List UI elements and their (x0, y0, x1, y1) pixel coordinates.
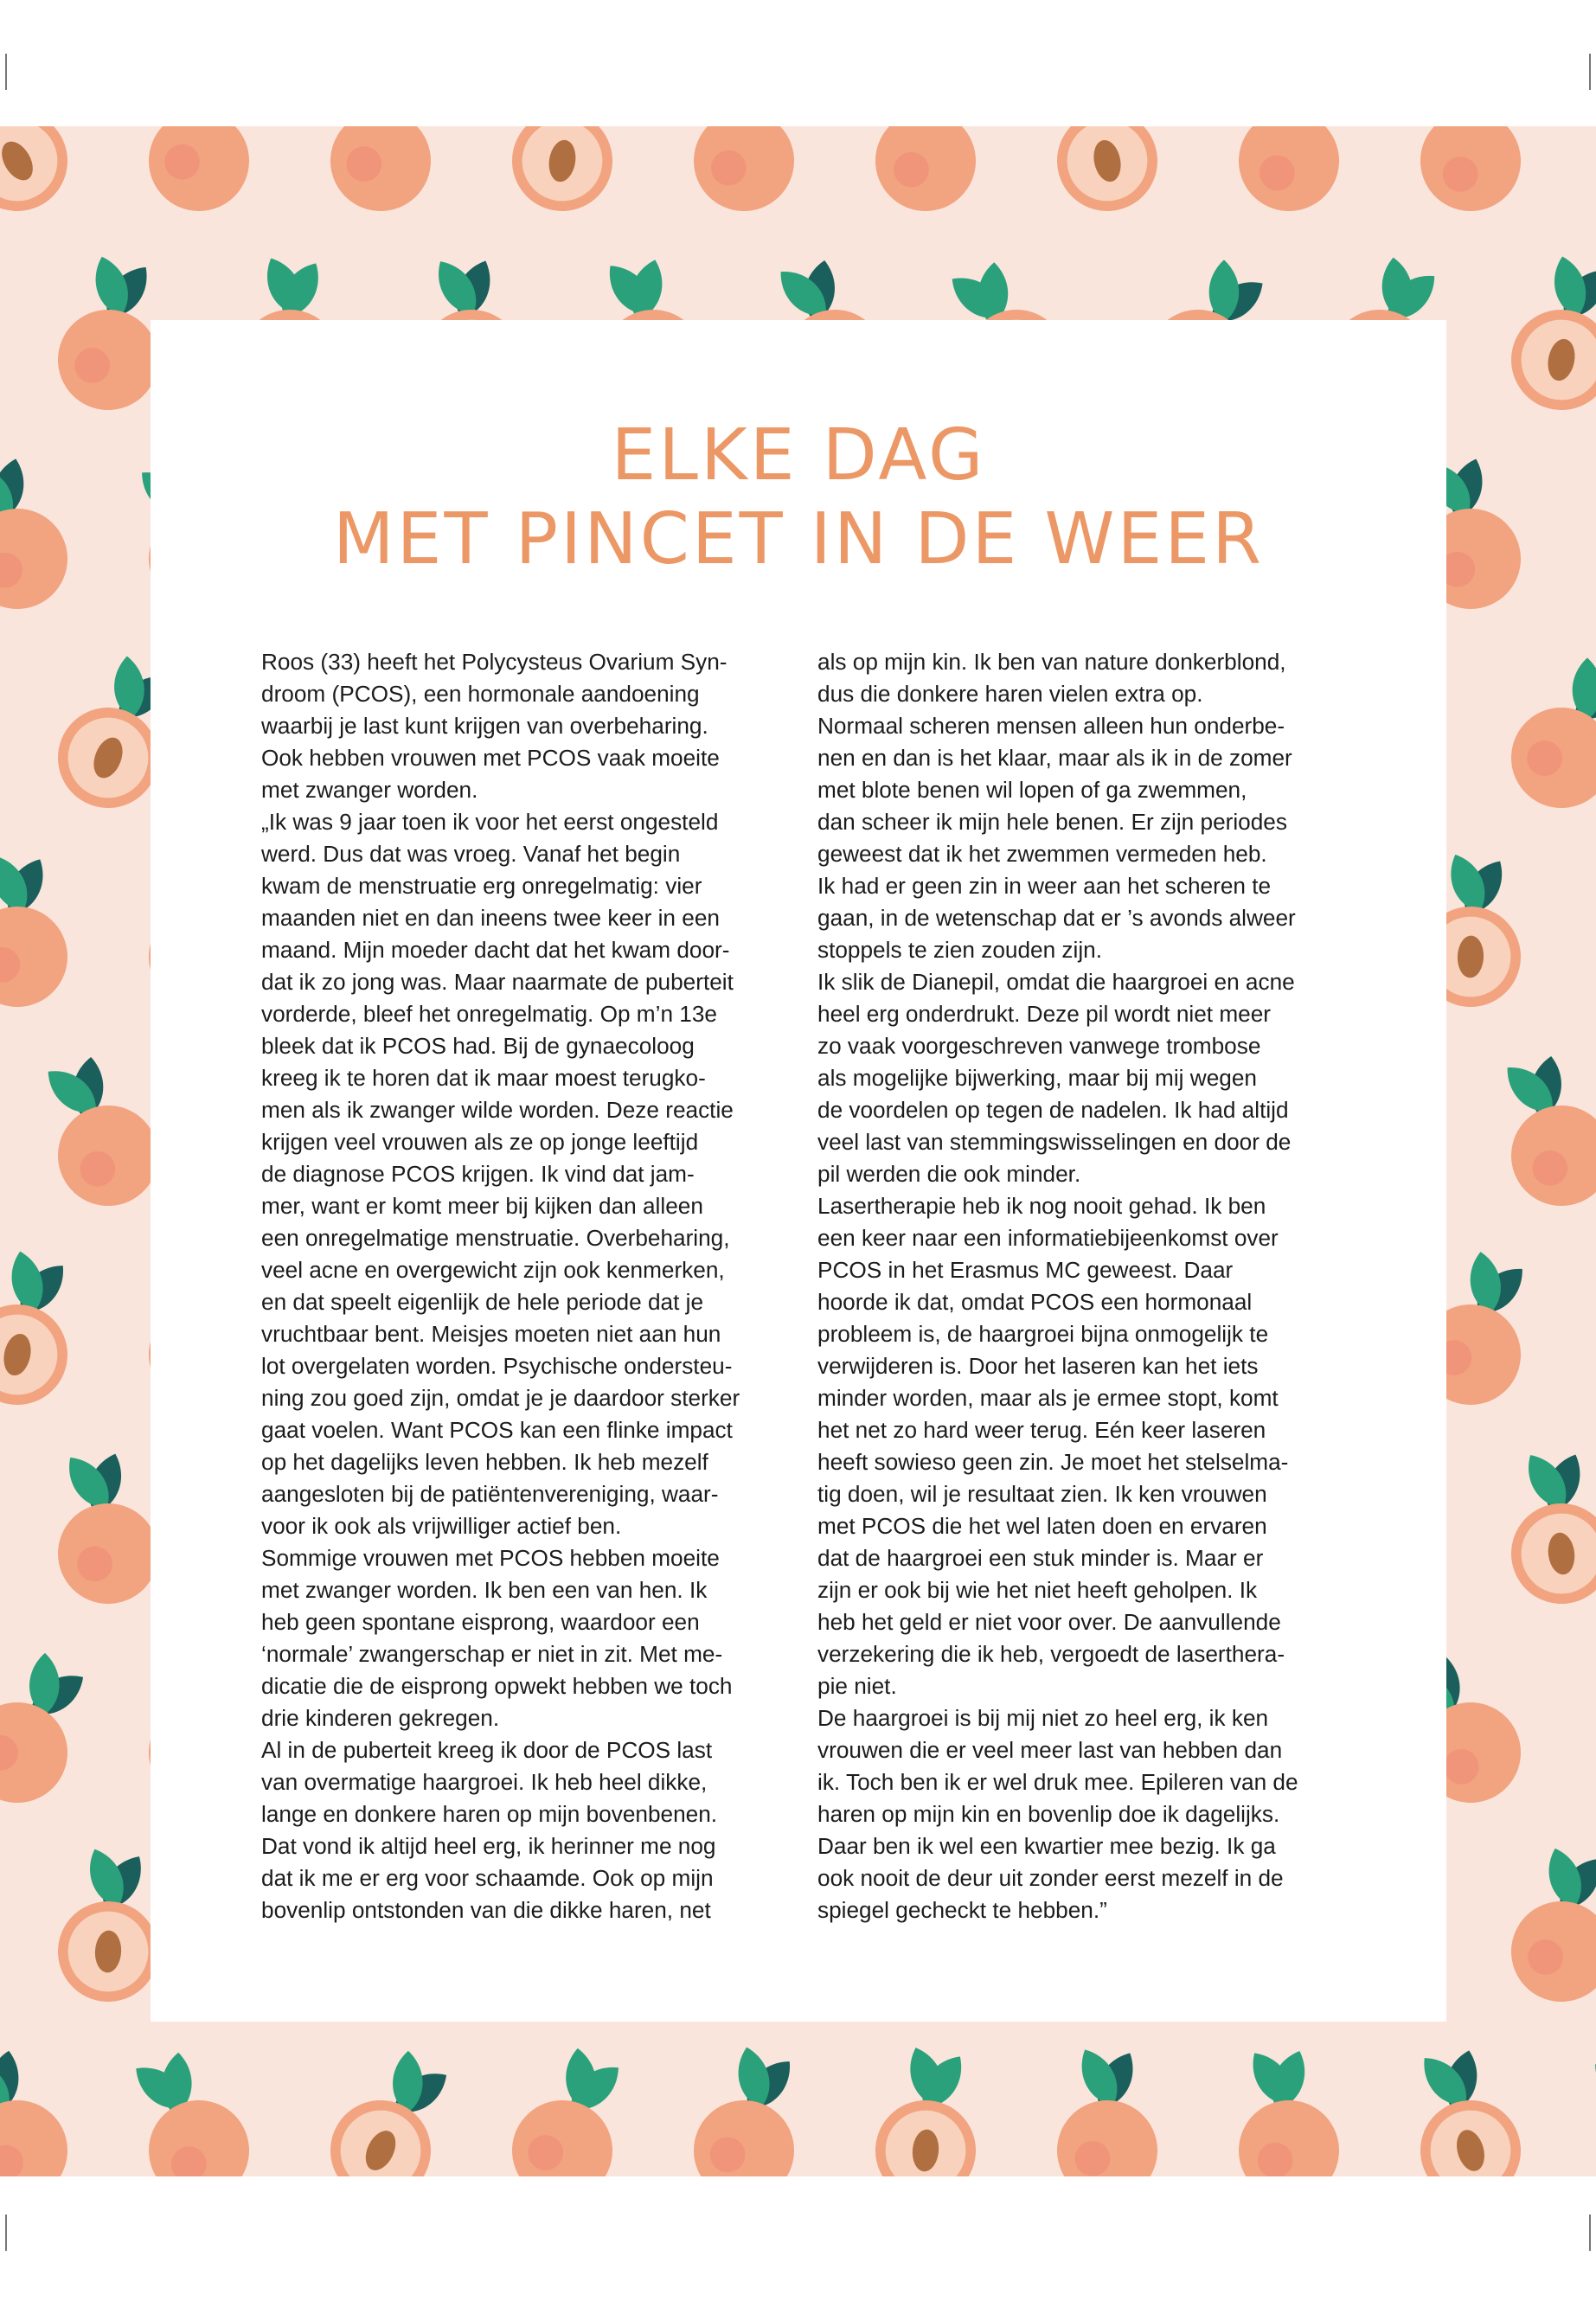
peach-icon (1207, 126, 1353, 225)
peach-half-icon (1035, 126, 1166, 221)
peach-icon (1593, 845, 1596, 1011)
peach-icon (692, 126, 798, 213)
peach-icon (1495, 638, 1596, 824)
peach-half-icon (0, 1239, 89, 1414)
peach-half-icon (871, 2039, 984, 2176)
article-card (151, 320, 1446, 2022)
paragraph: Roos (33) heeft het Polycysteus Ovarium Syn- droom (PCOS), een hormonale aandoening waarbij je last kunt krijgen van overbeharing. Ook hebben vrouwen met PCOS vaak moeite met zwanger worden. (261, 649, 727, 803)
peach-icon (0, 2032, 81, 2176)
crop-mark-bottom-right (1589, 2214, 1591, 2251)
peach-icon (318, 126, 458, 223)
peach-half-icon (1498, 1440, 1596, 1610)
peach-icon (1476, 1037, 1596, 1221)
peach-icon (1564, 2032, 1596, 2176)
peach-half-icon (505, 126, 629, 218)
peach-half-icon (1503, 244, 1596, 419)
peach-icon (0, 1633, 110, 1819)
title-line-2: MET PINCET IN DE WEER (332, 498, 1265, 580)
peach-half-icon (1393, 2033, 1533, 2176)
text-column-right (817, 646, 1342, 1926)
crop-mark-top-left (5, 54, 7, 90)
peach-icon (866, 126, 979, 215)
peach-icon (0, 441, 80, 621)
peach-half-icon (313, 2031, 472, 2176)
peach-icon (133, 126, 287, 227)
crop-mark-top-right (1589, 54, 1591, 90)
peach-half-icon (0, 126, 86, 229)
text-column-left (261, 646, 780, 1926)
paragraph: Ik slik de Dianepil, omdat die haargroei en acne heel erg onderdrukt. Deze pil wordt niet meer zo vaak voorgeschreven vanwege trombose als mogelijke bijwerking, maar bij mij wegen de voordelen op tegen de nadelen. Ik had altijd veel last van stemmingswisselingen en door de pil werden die ook minder. (817, 969, 1295, 1187)
paragraph: Lasertherapie heb ik nog nooit gehad. Ik ben een keer naar een informatiebijeenkomst over PCOS in het Erasmus MC geweest. Daar hoorde ik dat, omdat PCOS een hormonaal probleem is, de haargroei bijna onmogelijk te verwijderen is. Door het laseren kan het iets minder worden, maar als je ermee stopt, komt het net zo hard weer terug. Eén keer laseren heeft sowieso geen zin. Je moet het stelselma- tig doen, wil je resultaat zien. Ik ken vrouwen met PCOS die het wel laten doen en ervaren dat de haargroei een stuk minder is. Maar er zijn er ook bij wie het niet heeft geholpen. Ik heb het geld er niet voor over. De aanvullende verzekering die ik heb, vergoedt de laserthera- pie niet. (817, 1193, 1289, 1699)
peach-icon (498, 2032, 644, 2176)
paragraph: Sommige vrouwen met PCOS hebben moeite met zwanger worden. Ik ben een van hen. Ik heb geen spontane eisprong, waardoor een ‘normale’ zwangerschap er niet in zit. Met me- dicatie die de eisprong opwekt hebben we toch drie kinderen gekregen. (261, 1545, 733, 1731)
article-title (151, 413, 1446, 581)
peach-icon (38, 1438, 167, 1612)
title-line-1: ELKE DAG (611, 414, 986, 497)
paragraph: De haargroei is bij mij niet zo heel erg, ik ken vrouwen die er veel meer last van hebben dan ik. Toch ben ik er wel druk mee. Epileren van de haren op mijn kin en bovenlip doe ik dagelijks. Daar ben ik wel een kwartier mee bezig. Ik ga ook nooit de deur uit zonder eerst mezelf in de spiegel gecheckt te hebben.” (817, 1705, 1298, 1923)
peach-icon (1586, 1634, 1596, 1819)
peach-icon (0, 847, 69, 1009)
peach-icon (1505, 1838, 1596, 2008)
peach-icon (106, 2032, 266, 2176)
peach-icon (1222, 2036, 1346, 2176)
peach-icon (1570, 440, 1596, 623)
paragraph: als op mijn kin. Ik ben van nature donkerblond, dus die donkere haren vielen extra op. (817, 649, 1286, 707)
crop-mark-bottom-left (5, 2214, 7, 2251)
paragraph: Normaal scheren mensen alleen hun onderbe- nen en dan is het klaar, maar als ik in de zomer met blote benen wil lopen of ga zwemmen, dan scheer ik mijn hele benen. Er zijn periodes geweest dat ik het zwemmen vermeden heb. Ik had er geen zin in weer aan het scheren te gaan, in de wetenschap dat er ’s avonds alweer stoppels te zien zouden zijn. (817, 713, 1296, 963)
peach-icon (1054, 2041, 1159, 2176)
peach-half-icon (1585, 126, 1596, 228)
peach-icon (1378, 126, 1537, 228)
paragraph: Al in de puberteit kreeg ik door de PCOS last van overmatige haargroei. Ik heb heel dikke, lange en donkere haren op mijn bovenbenen. Dat vond ik altijd heel erg, ik herinner me nog dat ik me er erg voor schaamde. Ook op mijn bovenlip ontstonden van die dikke haren, net (261, 1737, 718, 1923)
peach-half-icon (55, 1841, 163, 2004)
paragraph: „Ik was 9 jaar toen ik voor het eerst ongesteld werd. Dus dat was vroeg. Vanaf het begin kwam de menstruatie erg onregelmatig: vier maanden niet en dan ineens twee keer in een maand. Mijn moeder dacht dat het kwam door- dat ik zo jong was. Maar naarmate de puberteit vorderde, bleef het onregelmatig. Op m’n 13e bleek dat ik PCOS had. Bij de gynaecoloog kreeg ik te horen dat ik maar moest terugko- men als ik zwanger wilde worden. Deze reactie krijgen veel vrouwen als ze op jonge leeftijd de diagnose PCOS krijgen. Ik vind dat jam- mer, want er komt meer bij kijken dan alleen een onregelmatige menstruatie. Overbeharing, veel acne en overgewicht zijn ook kenmerken, en dat speelt eigenlijk de hele periode dat je vruchtbaar bent. Meisjes moeten niet aan hun lot overgelaten worden. Psychische ondersteu- ning zou goed zijn, omdat je je daardoor sterker gaat voelen. Want PCOS kan een flinke impact op het dagelijks leven hebben. Ik heb mezelf aangesloten bij de patiëntenvereniging, waar- voor ik ook als vrijwilliger actief ben. (261, 809, 740, 1539)
peach-icon (684, 2035, 815, 2176)
